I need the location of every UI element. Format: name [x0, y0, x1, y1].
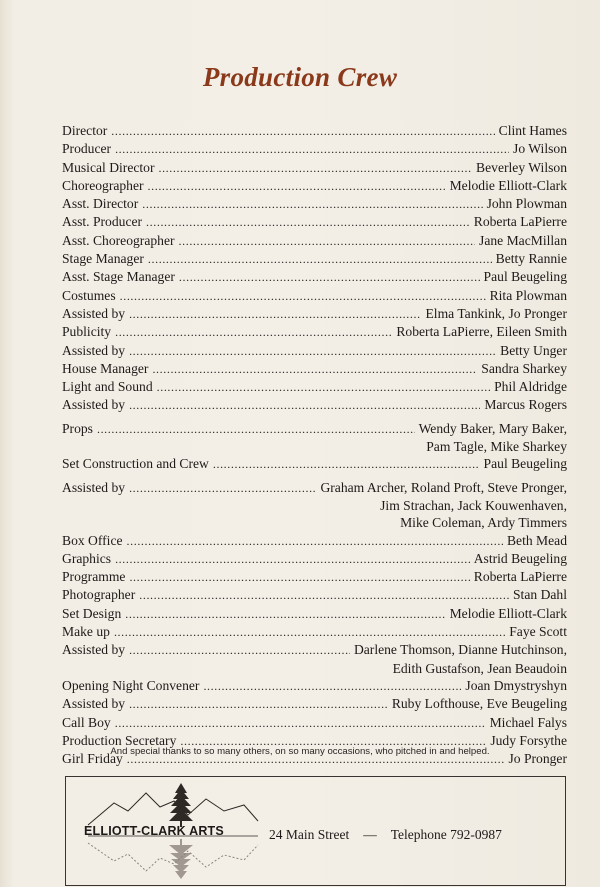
crew-row — [62, 122, 567, 140]
crew-names: Melodie Elliott-Clark — [449, 605, 567, 621]
special-thanks: And special thanks to so many others, on so many occasions, who pitched in and helped. — [110, 746, 490, 757]
leader-dots — [157, 379, 490, 396]
leader-dots — [129, 569, 469, 586]
crew-role: Publicity — [62, 324, 112, 340]
leader-dots — [129, 696, 388, 713]
crew-names: Wendy Baker, Mary Baker, — [418, 420, 567, 436]
crew-role: Assisted by — [62, 342, 126, 358]
crew-names: Ruby Lofthouse, Eve Beugeling — [391, 696, 567, 712]
crew-role: Props — [62, 420, 93, 436]
crew-row — [62, 305, 567, 323]
leader-dots — [152, 361, 477, 378]
crew-names: Jo Wilson — [513, 141, 567, 157]
crew-row — [62, 677, 567, 695]
crew-names: Paul Beugeling — [483, 269, 567, 285]
leader-dots — [115, 715, 486, 732]
crew-row — [62, 550, 567, 568]
crew-row — [62, 479, 567, 497]
leader-dots — [115, 551, 470, 568]
crew-names: Paul Beugeling — [483, 456, 567, 472]
crew-names: Jane MacMillan — [479, 232, 567, 248]
leader-dots — [115, 324, 392, 341]
crew-role: Assisted by — [62, 479, 126, 495]
crew-role: Graphics — [62, 550, 112, 566]
crew-names: Phil Aldridge — [494, 379, 567, 395]
crew-row — [62, 159, 567, 177]
crew-names: Betty Rannie — [495, 251, 567, 267]
evergreen-tree-reflection-icon — [169, 839, 193, 879]
telephone: Telephone 792-0987 — [390, 827, 502, 842]
leader-dots — [129, 397, 480, 414]
crew-role: Assisted by — [62, 305, 126, 321]
crew-role: Costumes — [62, 287, 116, 303]
crew-role: Director — [62, 123, 108, 138]
crew-row — [62, 641, 567, 659]
crew-names: Sandra Sharkey — [481, 360, 567, 376]
crew-row — [62, 287, 567, 305]
crew-list — [62, 122, 567, 768]
leader-dots — [97, 421, 415, 438]
crew-names: Rita Plowman — [489, 287, 567, 303]
crew-row — [62, 140, 567, 158]
crew-role: Call Boy — [62, 714, 111, 730]
crew-names: Roberta LaPierre — [473, 569, 567, 585]
street-address: 24 Main Street — [269, 827, 350, 842]
crew-row — [62, 623, 567, 641]
crew-role: Asst. Choreographer — [62, 232, 175, 248]
crew-role: Asst. Stage Manager — [62, 269, 175, 285]
crew-row — [62, 714, 567, 732]
leader-dots — [158, 160, 472, 177]
crew-row — [62, 195, 567, 213]
crew-role: Production Secretary — [62, 732, 177, 748]
crew-row — [62, 695, 567, 713]
crew-names-continued: Jim Strachan, Jack Kouwenhaven, — [380, 497, 567, 513]
leader-dots — [129, 480, 316, 497]
sponsor-footer — [65, 776, 566, 886]
crew-role: Stage Manager — [62, 251, 144, 267]
crew-role: Programme — [62, 569, 126, 585]
crew-row — [62, 378, 567, 396]
crew-role: Assisted by — [62, 642, 126, 658]
crew-names: Graham Archer, Roland Proft, Steve Pronger, — [320, 479, 567, 495]
crew-names-continued: Mike Coleman, Ardy Timmers — [400, 515, 567, 531]
crew-role: Producer — [62, 141, 112, 157]
crew-names: John Plowman — [486, 196, 567, 212]
leader-dots — [127, 533, 503, 550]
leader-dots — [115, 141, 509, 158]
crew-names-continued: Edith Gustafson, Jean Beaudoin — [392, 660, 567, 676]
crew-role: Opening Night Convener — [62, 677, 200, 693]
leader-dots — [148, 251, 492, 268]
leader-dots — [114, 624, 505, 641]
crew-role: Assisted by — [62, 397, 126, 413]
crew-names: Betty Unger — [500, 342, 567, 358]
crew-names: Roberta LaPierre, Eileen Smith — [396, 324, 567, 340]
address-line — [269, 827, 502, 843]
crew-names: Faye Scott — [509, 624, 567, 640]
crew-names: Jo Pronger — [508, 751, 567, 767]
crew-row — [62, 455, 567, 473]
crew-names: Darlene Thomson, Dianne Hutchinson, — [353, 642, 567, 658]
leader-dots — [213, 456, 480, 473]
crew-role: Girl Friday — [62, 751, 123, 767]
crew-row — [62, 323, 567, 341]
crew-names: Roberta LaPierre — [473, 214, 567, 230]
leader-dots — [179, 269, 480, 286]
crew-role: Asst. Director — [62, 196, 139, 212]
leader-dots — [146, 214, 470, 231]
leader-dots — [129, 642, 350, 659]
crew-row — [62, 360, 567, 378]
crew-names: Marcus Rogers — [484, 397, 567, 413]
crew-row — [62, 177, 567, 195]
evergreen-tree-icon — [169, 783, 193, 827]
crew-role: Set Design — [62, 605, 122, 621]
logo-text: ELLIOTT-CLARK ARTS — [84, 824, 224, 838]
crew-row — [62, 586, 567, 604]
crew-role: Photographer — [62, 587, 136, 603]
leader-dots — [129, 306, 421, 323]
crew-row — [62, 213, 567, 231]
crew-names: Clint Hames — [498, 123, 567, 138]
crew-row — [62, 420, 567, 438]
leader-dots — [179, 233, 476, 250]
crew-row — [62, 232, 567, 250]
leader-dots — [139, 587, 509, 604]
crew-role: Set Construction and Crew — [62, 456, 209, 472]
crew-role: Asst. Producer — [62, 214, 143, 230]
leader-dots — [129, 343, 496, 360]
page-title: Production Crew — [202, 62, 398, 92]
crew-names: Melodie Elliott-Clark — [449, 177, 567, 193]
crew-role: House Manager — [62, 360, 149, 376]
crew-row — [62, 342, 567, 360]
crew-row — [62, 605, 567, 623]
crew-names: Elma Tankink, Jo Pronger — [425, 305, 567, 321]
crew-names: Judy Forsythe — [490, 732, 567, 748]
crew-names-continued: Pam Tagle, Mike Sharkey — [426, 439, 567, 455]
leader-dots — [203, 678, 461, 695]
crew-role: Assisted by — [62, 696, 126, 712]
leader-dots — [120, 288, 486, 305]
crew-role: Box Office — [62, 532, 123, 548]
leader-dots — [111, 123, 494, 140]
address-separator: — — [363, 827, 377, 842]
crew-role: Light and Sound — [62, 379, 153, 395]
crew-row — [62, 396, 567, 414]
crew-names: Astrid Beugeling — [473, 550, 567, 566]
crew-role: Musical Director — [62, 159, 155, 175]
crew-row — [62, 250, 567, 268]
leader-dots — [125, 606, 445, 623]
crew-role: Make up — [62, 624, 110, 640]
leader-dots — [142, 196, 482, 213]
crew-names: Joan Dmystryshyn — [465, 677, 567, 693]
crew-names: Beth Mead — [506, 532, 567, 548]
leader-dots — [148, 178, 446, 195]
crew-row — [62, 532, 567, 550]
crew-role: Choreographer — [62, 177, 144, 193]
crew-row — [62, 568, 567, 586]
crew-row — [62, 268, 567, 286]
crew-names: Stan Dahl — [513, 587, 567, 603]
crew-names: Beverley Wilson — [476, 159, 567, 175]
crew-names: Michael Falys — [489, 714, 567, 730]
